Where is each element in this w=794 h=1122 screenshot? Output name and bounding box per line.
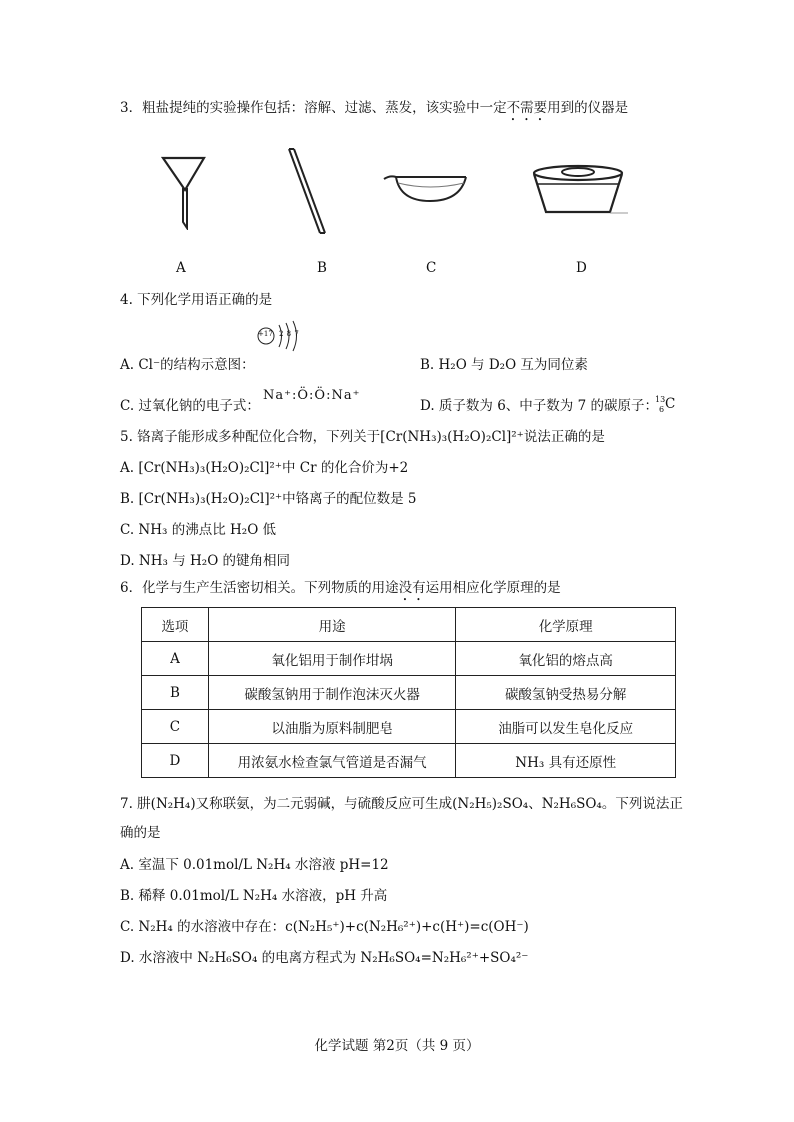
table-cell: B	[142, 676, 209, 710]
table-header-cell: 选项	[142, 608, 209, 642]
table-header-cell: 化学原理	[456, 608, 676, 642]
table-cell: 碳酸氢钠用于制作泡沫灭火器	[208, 676, 456, 710]
crucible-figure	[528, 160, 633, 220]
table-cell: NH₃ 具有还原性	[456, 744, 676, 778]
q4-option-d	[420, 396, 658, 416]
q7-option-c: C. N₂H₄ 的水溶液中存在：c(N₂H₅⁺)+c(N₂H₆²⁺)+c(H⁺)=c(OH⁻)	[120, 919, 529, 935]
q7-option-a: A. 室温下 0.01mol/L N₂H₄ 水溶液 pH=12	[120, 857, 389, 873]
table-cell: 以油脂为原料制肥皂	[208, 710, 456, 744]
carbon-mass-number: 13	[655, 395, 666, 404]
table-header-cell: 用途	[208, 608, 456, 642]
option-label-b: B	[317, 260, 327, 276]
q4-option-d-text: D. 质子数为 6、中子数为 7 的碳原子：	[420, 398, 658, 414]
q5-option-d: D. NH₃ 与 H₂O 的键角相同	[120, 553, 291, 569]
page-footer: 化学试题 第2页（共 9 页）	[314, 1038, 480, 1054]
q3-stem	[120, 98, 628, 124]
q7-stem-line1: 7. 肼(N₂H₄)又称联氨，为二元弱碱，与硫酸反应可生成(N₂H₅)₂SO₄、N₂H₆SO₄。下列说法正	[120, 796, 683, 812]
table-cell: C	[142, 710, 209, 744]
option-label-d: D	[576, 260, 587, 276]
q4-option-a: A. Cl⁻的结构示意图：	[120, 357, 255, 373]
q5-option-b: B. [Cr(NH₃)₃(H₂O)₂Cl]²⁺中铬离子的配位数是 5	[120, 491, 417, 507]
table-row	[142, 710, 676, 744]
q4-option-c: C. 过氧化钠的电子式：	[120, 398, 260, 414]
carbon-symbol: C	[665, 396, 676, 412]
option-label-a: A	[176, 260, 186, 276]
q6-stem-emphasis: 没有	[398, 580, 426, 596]
q7-stem-line2: 确的是	[120, 825, 161, 841]
q6-stem	[120, 578, 561, 604]
table-cell: 油脂可以发生皂化反应	[456, 710, 676, 744]
glass-rod-figure	[275, 145, 335, 240]
q4-stem: 4. 下列化学用语正确的是	[120, 292, 273, 308]
cl-nucleus-charge: +17	[258, 330, 273, 338]
table-cell: 用浓氨水检查氯气管道是否漏气	[208, 744, 456, 778]
evaporating-dish-figure	[380, 165, 475, 210]
table-row	[142, 676, 676, 710]
table-row	[142, 642, 676, 676]
q6-table	[141, 607, 676, 778]
na2o2-electron-formula: Na⁺:Ö:Ö:Na⁺	[263, 388, 361, 403]
table-header-row	[142, 608, 676, 642]
carbon-atomic-number: 6	[659, 405, 665, 414]
q3-stem-post: 用到的仪器是	[547, 100, 629, 116]
q3-stem-emphasis: 不需要	[506, 100, 548, 116]
q3-stem-pre: 3．粗盐提纯的实验操作包括：溶解、过滤、蒸发，该实验中一定	[120, 100, 507, 116]
q7-option-b: B. 稀释 0.01mol/L N₂H₄ 水溶液，pH 升高	[120, 888, 388, 904]
funnel-figure	[160, 150, 210, 230]
table-cell: 氧化铝的熔点高	[456, 642, 676, 676]
option-label-c: C	[426, 260, 437, 276]
q6-stem-post: 运用相应化学原理的是	[425, 580, 561, 596]
table-row	[142, 744, 676, 778]
table-cell: 氧化铝用于制作坩埚	[208, 642, 456, 676]
q4-option-b: B. H₂O 与 D₂O 互为同位素	[420, 357, 588, 373]
q5-stem: 5. 铬离子能形成多种配位化合物，下列关于[Cr(NH₃)₃(H₂O)₂Cl]²⁺说法正确的是	[120, 429, 605, 445]
q5-option-a: A. [Cr(NH₃)₃(H₂O)₂Cl]²⁺中 Cr 的化合价为+2	[120, 460, 409, 476]
table-cell: 碳酸氢钠受热易分解	[456, 676, 676, 710]
table-cell: A	[142, 642, 209, 676]
cl-shell-electrons: 2 8 7	[279, 330, 300, 338]
q5-option-c: C. NH₃ 的沸点比 H₂O 低	[120, 522, 277, 538]
q6-stem-pre: 6．化学与生产生活密切相关。下列物质的用途	[120, 580, 399, 596]
table-cell: D	[142, 744, 209, 778]
q7-option-d: D. 水溶液中 N₂H₆SO₄ 的电离方程式为 N₂H₆SO₄=N₂H₆²⁺+SO₄²⁻	[120, 950, 529, 966]
